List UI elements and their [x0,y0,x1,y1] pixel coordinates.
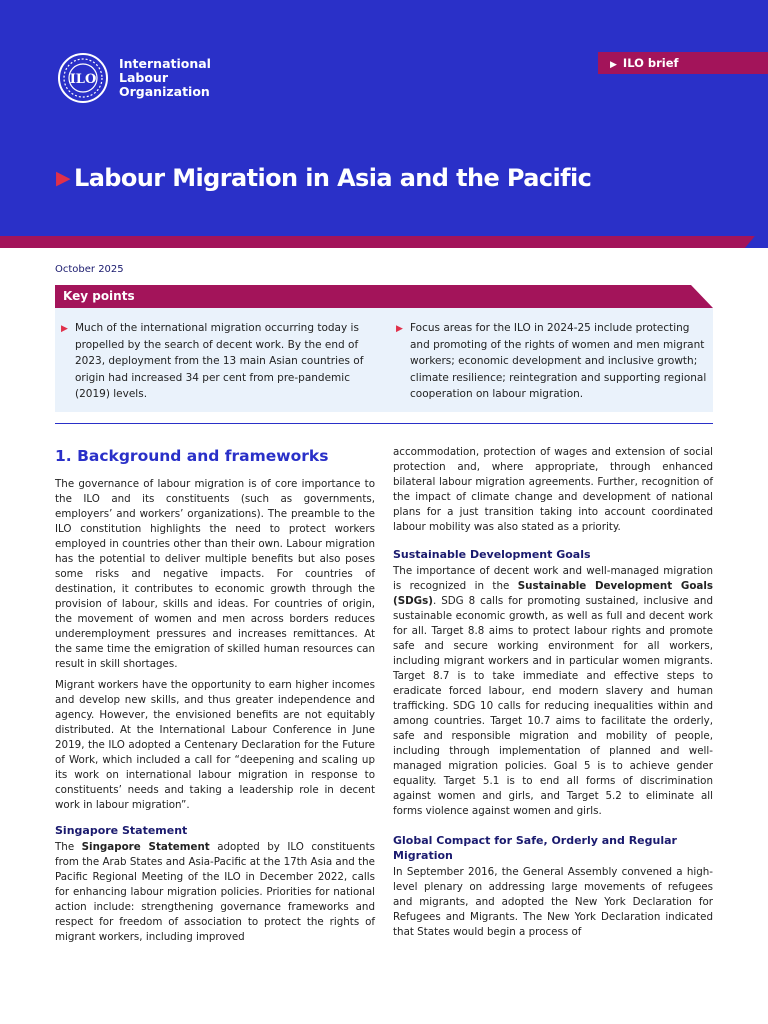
ilo-brief-tag [598,52,768,74]
header-accent-stripe [0,236,768,248]
svg-text:ILO: ILO [69,72,97,87]
section-heading: 1. Background and frameworks [55,447,329,465]
ilo-logo[interactable] [57,52,211,104]
page-title [56,164,591,192]
paragraph: Migrant workers have the opportunity to earn higher incomes and develop new skills, and thus greater independence and agency. However, the envisioned benefits are not equitably distributed. At the International Labour Conference in June 2019, the ILO adopted a Centenary Declaration for the Future of Work, which included a call for “deepening and scaling up its work on international labour migration in response to constituents’ needs and taking a leadership role in decent work in labour migration”. [55,679,375,811]
org-name-line-1: International [119,56,211,71]
paragraph-text: The [55,841,82,853]
key-points-heading: Key points [63,289,135,303]
org-name-line-2: Labour [119,70,168,85]
right-column [393,445,713,946]
key-point-text: Much of the international migration occurring today is propelled by the search of decent work. By the end of 2023, deployment from the 13 main Asian countries of origin had increased 34 per cent from pre-pandemic (2019) levels. [75,322,364,400]
bold-term: Singapore Statement [81,841,210,853]
publication-date: October 2025 [55,264,124,275]
paragraph: In September 2016, the General Assembly convened a high-level plenary on addressing large movements of refugees and migrants, and adopted the New York Declaration for Refugees and Migrants. The New York Declaration indicated that States would begin a process of [393,866,713,938]
page-title-text: Labour Migration in Asia and the Pacific [74,164,592,192]
title-arrow-icon: ▶ [56,167,71,189]
brief-label: ILO brief [622,56,679,70]
subheading: Singapore Statement [55,824,188,837]
paragraph [55,840,375,945]
paragraph: The governance of labour migration is of core importance to the ILO and its constituents (such as governments, employers’ and workers’ organizations). The preamble to the ILO constitution highlights the need to protect workers employed in countries other than their own. Labour migration has the potential to deliver multiple benefits but also poses some risks and negative impacts. For countries of destination, it contributes to economic growth through the provision of labour, skills and ideas. For countries of origin, the movement of women and men across borders reduces underemployment pressures and increases remittances. At the same time the emigration of skilled human resources can result in skill shortages. [55,478,375,670]
subheading: Global Compact for Safe, Orderly and Regular Migration [393,834,677,862]
bullet-arrow-icon: ▶ [61,324,68,334]
paragraph-text: adopted by ILO constituents from the Arab States and Asia-Pacific at the 17th Asia and the Pacific Regional Meeting of the ILO in December 2022, calls for enhancing labour migration policies. Priorities for national action include: strengthening governance frameworks and respect for freedom of association to protect the rights of migrant workers, including improved [55,841,375,943]
org-name [119,57,211,99]
bullet-arrow-icon: ▶ [396,324,403,334]
key-point-item [61,320,375,403]
ilo-emblem-icon [57,52,109,104]
paragraph-text: The importance of decent work and well-managed migration is recognized in the [393,565,713,592]
paragraph-text: . SDG 8 calls for promoting sustained, inclusive and sustainable economic growth, as well as full and decent work for all. Target 8.8 aims to protect labour rights and promote safe and secure working environment for all workers, including migrant workers and in particular women migrants. Target 8.7 is to take immediate and effective steps to eradicate forced labour, end modern slavery and human trafficking. SDG 10 calls for reducing inequalities within and among countries. Target 10.7 aims to facilitate the orderly, safe and responsible migration and mobility of people, including through implementation of planned and well-managed migration policies. Goal 5 is to achieve gender equality. Target 5.1 is to end all forms of discrimination against women and girls, and Target 5.2 to eliminate all forms violence against women and girls. [393,595,713,817]
subheading: Sustainable Development Goals [393,548,591,561]
bold-term: Sustainable Development Goals (SDGs) [393,580,713,607]
divider [55,423,713,424]
header-banner [0,0,768,248]
key-point-item [396,320,710,403]
paragraph: accommodation, protection of wages and extension of social protection and, where appropriate, through enhanced bilateral labour migration agreements. Further, recognition of the impact of climate change and development of national plans for a just transition taking into account coordinated labour mobility was also stated as a priority. [393,446,713,533]
org-name-line-3: Organization [119,84,210,99]
key-points-box [55,308,713,412]
left-column [55,446,375,951]
key-points-header-background [55,285,713,308]
key-points-header [55,285,713,308]
paragraph [393,564,713,819]
key-point-text: Focus areas for the ILO in 2024-25 include protecting and promoting of the rights of women and men migrant workers; economic development and inclusive growth; climate resilience; reintegration and supporting regional cooperation on labour migration. [410,322,707,400]
play-arrow-icon: ▶ [610,60,617,70]
